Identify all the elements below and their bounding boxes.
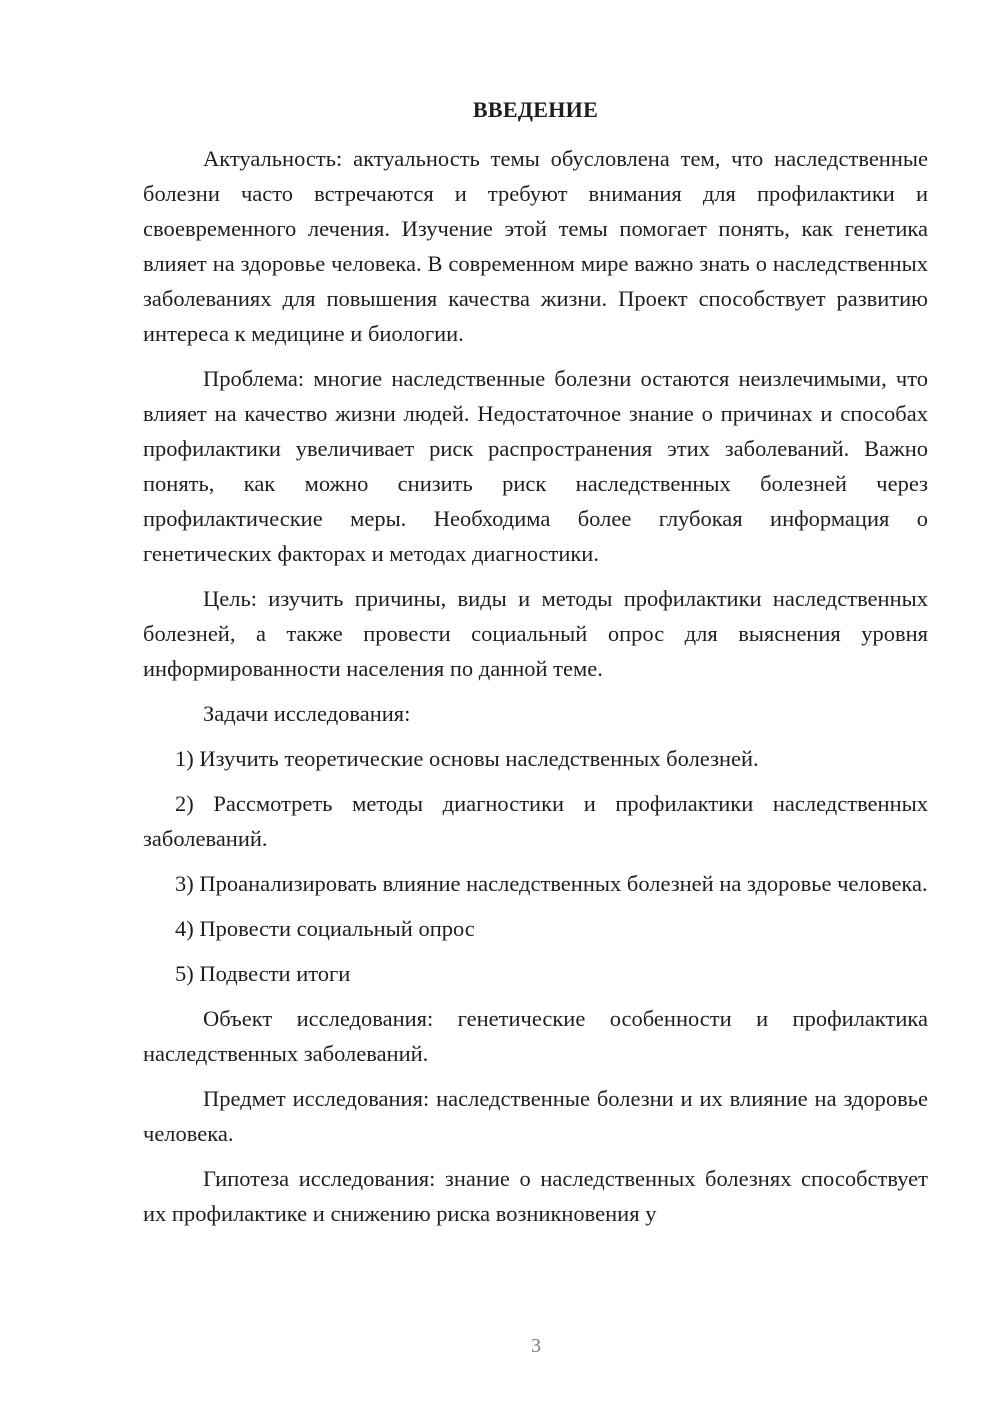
task-item-5: 5) Подвести итоги bbox=[175, 961, 351, 986]
section-title: ВВЕДЕНИЕ bbox=[472, 97, 599, 122]
paragraph-hypothesis: Гипотеза исследования: знание о наследственных болезнях способствует их профилактике и снижению риска возникновения у bbox=[143, 1166, 928, 1226]
task-item-3: 3) Проанализировать влияние наследственных болезней на здоровье человека. bbox=[175, 871, 928, 896]
document-page bbox=[143, 92, 928, 1241]
paragraph-goal: Цель: изучить причины, виды и методы профилактики наследственных болезней, а также провести социальный опрос для выяснения уровня информированности населения по данной теме. bbox=[143, 586, 928, 681]
paragraph-tasks-heading: Задачи исследования: bbox=[203, 701, 411, 726]
paragraph-subject: Предмет исследования: наследственные болезни и их влияние на здоровье человека. bbox=[143, 1086, 928, 1146]
task-item-4: 4) Провести социальный опрос bbox=[175, 916, 475, 941]
paragraph-relevance: Актуальность: актуальность темы обусловлена тем, что наследственные болезни часто встречаются и требуют внимания для профилактики и своевременного лечения. Изучение этой темы помогает понять, как генетика влияет на здоровье человека. В современном мире важно знать о наследственных заболеваниях для повышения качества жизни. Проект способствует развитию интереса к медицине и биологии. bbox=[143, 146, 928, 346]
paragraph-problem: Проблема: многие наследственные болезни остаются неизлечимыми, что влияет на качество жизни людей. Недостаточное знание о причинах и способах профилактики увеличивает риск распространения этих заболеваний. Важно понять, как можно снизить риск наследственных болезней через профилактические меры. Необходима более глубокая информация о генетических факторах и методах диагностики. bbox=[143, 366, 928, 566]
paragraph-object: Объект исследования: генетические особенности и профилактика наследственных заболеваний. bbox=[143, 1006, 928, 1066]
task-item-1: 1) Изучить теоретические основы наследственных болезней. bbox=[175, 746, 759, 771]
page-number: 3 bbox=[531, 1335, 541, 1357]
task-item-2: 2) Рассмотреть методы диагностики и профилактики наследственных заболеваний. bbox=[143, 791, 928, 851]
